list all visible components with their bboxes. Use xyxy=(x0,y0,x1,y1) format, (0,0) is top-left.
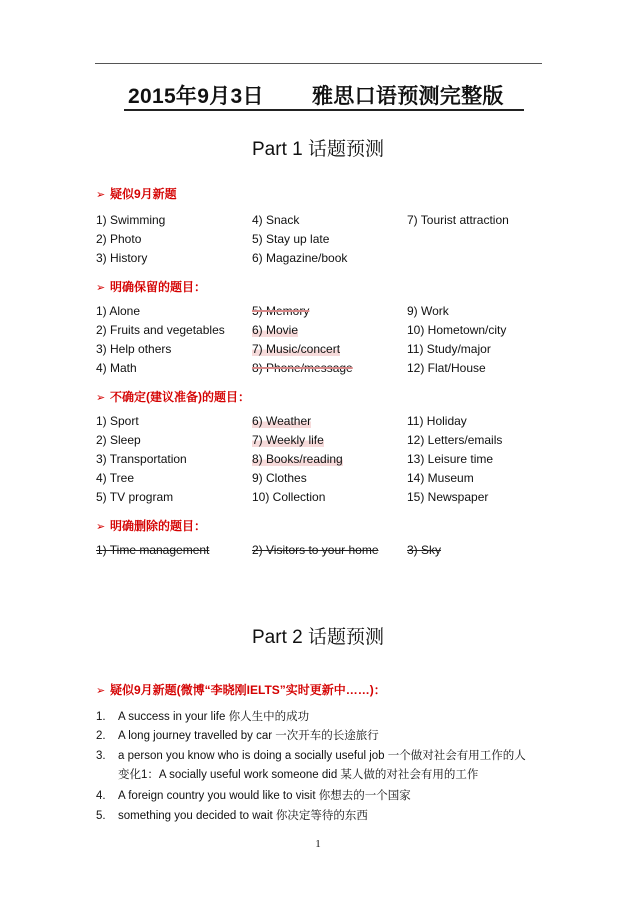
header-rule xyxy=(95,63,542,64)
topic-item: 10) Hometown/city xyxy=(407,323,507,337)
topic-item: 5) Stay up late xyxy=(252,232,330,246)
topic-item: 2) Sleep xyxy=(96,433,141,447)
deleted-topic-item: 3) Sky xyxy=(407,543,442,557)
table-row xyxy=(96,361,556,379)
section-heading-retained: ➢ 明确保留的题目： xyxy=(96,280,207,294)
table-row xyxy=(96,490,556,508)
arrow-bullet-icon: ➢ xyxy=(96,685,106,697)
document-title-text: 雅思口语预测完整版 xyxy=(312,85,504,108)
topic-item: 1) Sport xyxy=(96,414,139,428)
table-row xyxy=(96,213,556,231)
table-row xyxy=(96,433,556,451)
table-row xyxy=(96,232,556,250)
list-item: 3. a person you know who is doing a socially useful job 一个做对社会有用工作的人 xyxy=(96,750,526,762)
deleted-topic-item: 2) Visitors to your home xyxy=(252,543,379,557)
topic-item: 1) Swimming xyxy=(96,213,166,227)
topic-item: 7) Tourist attraction xyxy=(407,213,509,227)
topic-item: 11) Study/major xyxy=(407,342,491,356)
list-item-variant: 变化1：A socially useful work someone did 某人做的对社会有用的工作 xyxy=(118,769,479,781)
topic-item-highlighted: 6) Weather xyxy=(252,414,312,428)
topic-item: 6) Magazine/book xyxy=(252,251,348,265)
topic-item: 1) Alone xyxy=(96,304,141,318)
list-item: 1. A success in your life 你人生中的成功 xyxy=(96,711,310,723)
table-row xyxy=(96,251,556,269)
section-heading-part2-new: ➢ 疑似9月新题(微博“李晓刚IELTS”实时更新中……)： xyxy=(96,683,386,697)
topic-item: 4) Tree xyxy=(96,471,135,485)
title-underline xyxy=(124,109,524,111)
topic-item: 2) Photo xyxy=(96,232,142,246)
topic-item: 9) Work xyxy=(407,304,449,318)
list-item: 5. something you decided to wait 你决定等待的东西 xyxy=(96,810,368,822)
topic-item: 12) Letters/emails xyxy=(407,433,503,447)
topic-item-highlighted: 7) Weekly life xyxy=(252,433,324,447)
table-row xyxy=(96,414,556,432)
arrow-bullet-icon: ➢ xyxy=(96,189,106,201)
topic-item-highlighted: 8) Books/reading xyxy=(252,452,343,466)
table-row xyxy=(96,323,556,341)
table-row xyxy=(96,342,556,360)
table-row xyxy=(96,471,556,489)
document-date: 2015年9月3日 xyxy=(128,85,264,108)
topic-item: 4) Snack xyxy=(252,213,300,227)
part1-title xyxy=(0,134,636,161)
section-heading-new-topics: ➢ 疑似9月新题 xyxy=(96,187,177,201)
arrow-bullet-icon: ➢ xyxy=(96,282,106,294)
list-item: 4. A foreign country you would like to visit 你想去的一个国家 xyxy=(96,790,411,802)
document-title xyxy=(128,80,548,110)
part2-title xyxy=(0,622,636,649)
topic-item-highlighted: 6) Movie xyxy=(252,323,299,337)
table-row xyxy=(96,452,556,470)
topic-item: 11) Holiday xyxy=(407,414,467,428)
arrow-bullet-icon: ➢ xyxy=(96,521,106,533)
deleted-topic-item: 1) Time management xyxy=(96,543,210,557)
part1-title-text: Part 1 话题预测 xyxy=(252,139,384,160)
topic-item: 2) Fruits and vegetables xyxy=(96,323,225,337)
section-heading-deleted: ➢ 明确删除的题目： xyxy=(96,519,207,533)
arrow-bullet-icon: ➢ xyxy=(96,392,106,404)
topic-item: 3) History xyxy=(96,251,148,265)
topic-item: 12) Flat/House xyxy=(407,361,486,375)
topic-item: 13) Leisure time xyxy=(407,452,494,466)
table-row xyxy=(96,543,556,561)
page-number: 1 xyxy=(315,838,321,850)
topic-item: 10) Collection xyxy=(252,490,326,504)
topic-item: 3) Help others xyxy=(96,342,172,356)
topic-item: 14) Museum xyxy=(407,471,474,485)
topic-item: 5) TV program xyxy=(96,490,174,504)
part2-title-text: Part 2 话题预测 xyxy=(252,627,384,648)
topic-item-highlighted: 7) Music/concert xyxy=(252,342,341,356)
topic-item: 15) Newspaper xyxy=(407,490,489,504)
list-item: 2. A long journey travelled by car 一次开车的长途旅行 xyxy=(96,730,379,742)
topic-item: 4) Math xyxy=(96,361,137,375)
topic-item-highlighted: 5) Memory xyxy=(252,304,310,318)
table-row xyxy=(96,304,556,322)
topic-item-highlighted: 8) Phone/message xyxy=(252,361,353,375)
section-heading-uncertain: ➢ 不确定(建议准备)的题目： xyxy=(96,390,250,404)
topic-item: 3) Transportation xyxy=(96,452,187,466)
topic-item: 9) Clothes xyxy=(252,471,307,485)
